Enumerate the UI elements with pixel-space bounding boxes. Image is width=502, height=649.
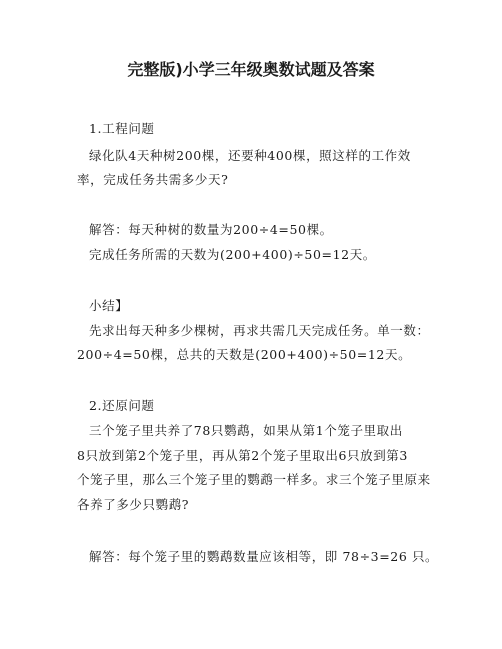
answer-line: 完成任务所需的天数为(200+400)÷50=12天。 [89, 247, 376, 262]
paragraph-line: 三个笼子里共养了78只鹦鹉，如果从第1个笼子里取出 [89, 423, 403, 438]
paragraph-line: 8只放到第2个笼子里，再从第2个笼子里取出6只放到第3 [77, 448, 408, 463]
paragraph-line: 200÷4=50棵，总共的天数是(200+400)÷50=12天。 [77, 347, 412, 362]
answer-line: 解答：每个笼子里的鹦鹉数量应该相等，即 78÷3=26 只。 [89, 549, 439, 564]
paragraph-line: 个笼子里，那么三个笼子里的鹦鹉一样多。求三个笼子里原来 [77, 472, 431, 487]
summary-heading: 小结】 [89, 298, 129, 313]
paragraph-line: 各养了多少只鹦鹉? [77, 497, 190, 512]
paragraph-line: 绿化队4天种树200棵，还要种400棵，照这样的工作效 [89, 148, 411, 163]
section-heading-2: 2.还原问题 [89, 398, 155, 413]
paragraph-line: 先求出每天种多少棵树，再求共需几天完成任务。单一数： [89, 323, 430, 338]
paragraph-line: 率，完成任务共需多少天? [77, 172, 229, 187]
section-heading-1: 1.工程问题 [89, 121, 155, 136]
document-title: 完整版)小学三年级奥数试题及答案 [127, 60, 375, 79]
answer-line: 解答：每天种树的数量为200÷4=50棵。 [89, 222, 333, 237]
